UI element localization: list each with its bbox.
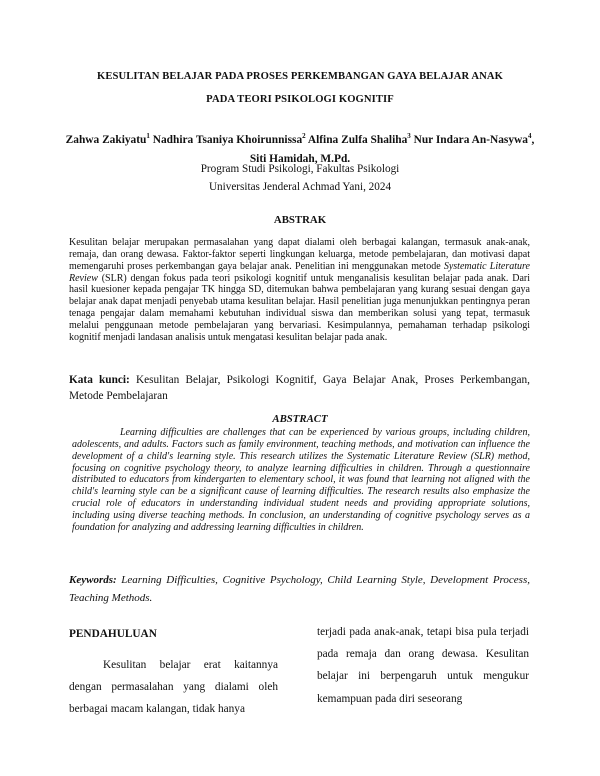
abstract-paragraph: Learning difficulties are challenges that can be experienced by various groups, including children, adolescents, and adults. Factors such as family environment, teaching methods, and motivation can influence the development of a child's learning style. This research utilizes the Systematic Literature Review (SLR) method, focusing on cognitive psychology theory, to analyze learning difficulties in children. Through a questionnaire distributed to educators from kindergarten to elementary school, it was found that learning not aligned with the child's learning style can be a significant cause of learning difficulties. The research results also emphasize the crucial role of educators in understanding individual student needs and providing appropriate solutions, including using diverse teaching methods. In conclusion, an understanding of cognitive psychology serves as a foundation for analyzing and addressing learning difficulties in children. xyxy=(72,427,530,533)
author-3-superscript: 3 xyxy=(407,132,411,140)
abstrak-text-part-2: (SLR) dengan fokus pada teori psikologi kognitif untuk menganalisis kesulitan belajar pada anak. Dari hasil kuesioner kepada pengajar TK hingga SD, ditemukan bahwa pembelajaran yang kurang sesuai dengan gaya belajar anak dapat menjadi penyebab utama kesulitan belajar. Hasil penelitian juga menunjukkan pentingnya peran tenaga pengajar dalam memahami kebutuhan individual siswa dan memberikan solusi yang tepat, termasuk melalui penggunaan metode pembelajaran yang bervariasi. Kesimpulannya, pemahaman terhadap psikologi kognitif menjadi landasan analisis untuk mengatasi kesulitan belajar pada anak. xyxy=(69,272,530,343)
kata-kunci-paragraph xyxy=(69,372,530,404)
author-4: Nur Indara An-Nasywa xyxy=(410,133,528,146)
author-1-superscript: 1 xyxy=(146,132,150,140)
kata-kunci-text: Kesulitan Belajar, Psikologi Kognitif, Gaya Belajar Anak, Proses Perkembangan, Metode Pembelajaran xyxy=(69,374,531,402)
affiliation-university: Universitas Jenderal Achmad Yani, 2024 xyxy=(208,181,392,193)
author-2: Nadhira Tsaniya Khoirunnissa xyxy=(149,133,303,146)
keywords-label: Keywords: xyxy=(69,574,117,586)
keywords-text: Learning Difficulties, Cognitive Psychology, Child Learning Style, Development Process, Teaching Methods. xyxy=(69,574,530,604)
pendahuluan-left-column: Kesulitan belajar erat kaitannya dengan permasalahan yang dialami oleh berbagai macam kalangan, tidak hanya xyxy=(69,659,278,716)
abstrak-italic-term: Systematic Literature Review xyxy=(69,260,530,284)
abstrak-heading: ABSTRAK xyxy=(273,214,327,226)
keywords-paragraph xyxy=(69,572,530,607)
author-3: Alfina Zulfa Shaliha xyxy=(305,133,408,146)
paper-title-line-2: PADA TEORI PSIKOLOGI KOGNITIF xyxy=(206,94,394,105)
affiliation-program: Program Studi Psikologi, Fakultas Psikologi xyxy=(200,163,400,175)
abstrak-paragraph xyxy=(69,237,530,344)
pendahuluan-heading: PENDAHULUAN xyxy=(69,628,157,640)
pendahuluan-right-column: terjadi pada anak-anak, tetapi bisa pula terjadi pada remaja dan orang dewasa. Kesulitan belajar ini berpengaruh untuk mengukur kemampuan pada diri seseorang xyxy=(317,626,529,705)
author-2-superscript: 2 xyxy=(302,132,306,140)
author-5: , Siti Hamidah, M.Pd. xyxy=(249,133,535,165)
author-1: Zahwa Zakiyatu xyxy=(65,133,147,146)
kata-kunci-label: Kata kunci: xyxy=(69,374,130,386)
author-4-superscript: 4 xyxy=(527,132,532,140)
abstrak-text-part-1: Kesulitan belajar merupakan permasalahan yang dapat dialami oleh berbagai kalangan, termasuk anak-anak, remaja, dan orang dewasa. Faktor-faktor seperti lingkungan keluarga, metode pembelajaran, dan motivasi dapat memengaruhi proses perkembangan gaya belajar anak. Penelitian ini menggunakan metode xyxy=(69,237,530,272)
paper-title-line-1: KESULITAN BELAJAR PADA PROSES PERKEMBANGAN GAYA BELAJAR ANAK xyxy=(97,71,503,82)
abstract-heading: ABSTRACT xyxy=(272,413,328,425)
